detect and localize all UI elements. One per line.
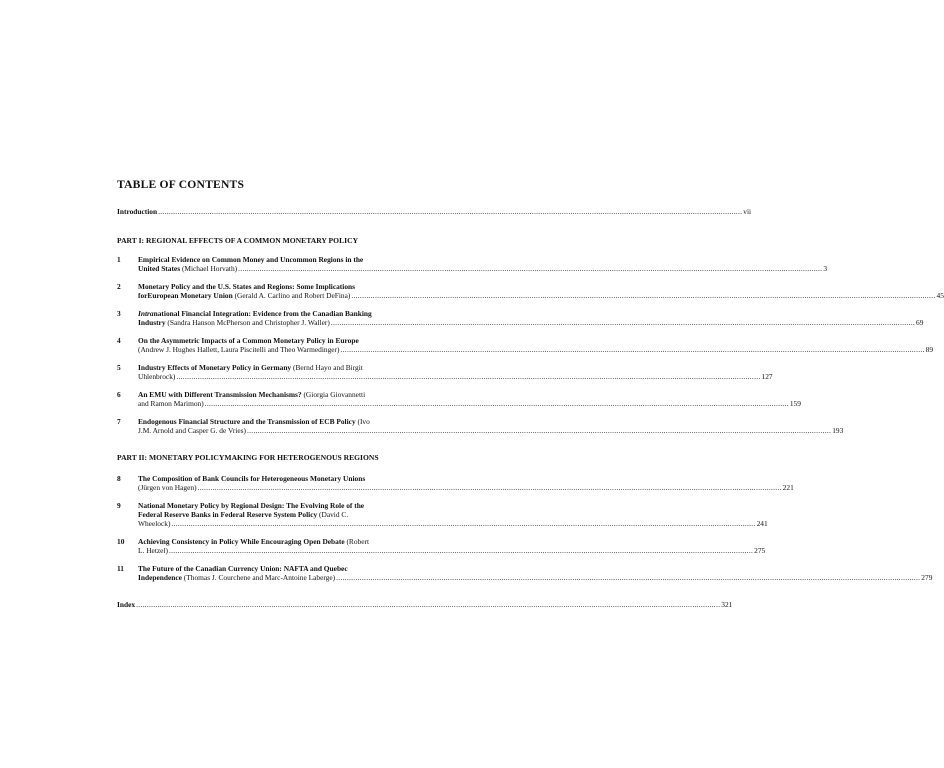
leader-dots: [247, 426, 831, 435]
introduction-label: Introduction: [117, 207, 158, 216]
toc-index: [117, 600, 733, 610]
entry-title-cont: Industry: [138, 318, 166, 328]
entry-page: 89: [925, 345, 934, 355]
index-label: Index: [117, 600, 136, 610]
entry-number: 5: [117, 363, 121, 373]
toc-entry-10: [117, 537, 766, 556]
entry-page: 45: [936, 291, 944, 301]
entry-page: 193: [832, 426, 844, 436]
toc-entry-4: [117, 336, 934, 355]
entry-authors: (Jürgen von Hagen): [138, 483, 197, 493]
entry-title: Endogenous Financial Structure and the Transmission of ECB Policy: [138, 417, 356, 427]
entry-number: 7: [117, 417, 121, 427]
toc-entry-3: [117, 309, 924, 328]
leader-dots: [176, 372, 760, 381]
entry-authors: J.M. Arnold and Casper G. de Vries): [138, 426, 247, 436]
entry-authors-start: (David C.: [317, 510, 349, 520]
entry-authors: (Michael Horvath): [180, 264, 238, 274]
entry-authors-start: (Bernd Hayo and Birgit: [291, 363, 363, 373]
entry-title: An EMU with Different Transmission Mechanisms?: [138, 390, 302, 400]
part1-heading: PART I: REGIONAL EFFECTS OF A COMMON MONETARY POLICY: [117, 236, 359, 245]
leader-dots: [341, 345, 925, 354]
entry-page: 3: [823, 264, 828, 274]
entry-number: 9: [117, 501, 121, 511]
leader-dots: [169, 546, 753, 555]
leader-dots: [198, 483, 782, 492]
entry-page: 241: [756, 519, 768, 529]
entry-authors: (Andrew J. Hughes Hallett, Laura Piscitelli and Theo Warmedinger): [138, 345, 340, 355]
entry-authors: (Gerald A. Carlino and Robert DeFina): [232, 291, 351, 301]
entry-authors: (Thomas J. Courchene and Marc-Antoine Laberge): [181, 573, 336, 583]
toc-entry-1: [117, 255, 828, 274]
entry-title-cont: forEuropean Monetary Union: [138, 291, 233, 301]
entry-title: Industry Effects of Monetary Policy in Germany: [138, 363, 292, 373]
toc-entry-9: [117, 501, 768, 529]
entry-authors-start: (Robert: [344, 537, 370, 547]
entry-title: Empirical Evidence on Common Money and Uncommon Regions in the: [138, 255, 364, 265]
entry-page: 127: [761, 372, 773, 382]
entry-number: 11: [117, 564, 124, 574]
entry-title: Achieving Consistency in Policy While Encouraging Open Debate: [138, 537, 345, 547]
index-page: 321: [721, 600, 733, 610]
leader-dots: [336, 573, 920, 582]
entry-title: Monetary Policy and the U.S. States and Regions: Some Implications: [138, 282, 355, 292]
entry-page: 279: [921, 573, 933, 583]
leader-dots: [136, 600, 720, 609]
entry-authors: L. Hetzel): [138, 546, 168, 556]
toc-entry-5: [117, 363, 773, 382]
toc-entry-11: [117, 564, 933, 583]
toc-entry-2: [117, 282, 944, 301]
entry-page: 159: [789, 399, 801, 409]
entry-number: 1: [117, 255, 121, 265]
entry-number: 4: [117, 336, 121, 346]
entry-title-cont: United States: [138, 264, 181, 274]
leader-dots: [238, 264, 822, 273]
entry-number: 2: [117, 282, 121, 292]
entry-number: 3: [117, 309, 121, 319]
entry-authors: Uhlenbrock): [138, 372, 176, 382]
entry-authors: and Ramon Marimon): [138, 399, 204, 409]
entry-authors-start: (Giorgia Giovannetti: [301, 390, 366, 400]
entry-page: 69: [916, 318, 924, 328]
toc-entry-8: [117, 474, 794, 493]
leader-dots: [171, 519, 755, 528]
entry-authors-start: (Ivo: [355, 417, 370, 427]
entry-authors: Wheelock): [138, 519, 171, 529]
entry-title-italic: Intra: [138, 309, 154, 319]
entry-title: The Future of the Canadian Currency Union: NAFTA and Quebec: [138, 564, 348, 574]
toc-entry-6: [117, 390, 801, 409]
entry-title: The Composition of Bank Councils for Heterogeneous Monetary Unions: [138, 474, 366, 484]
toc-introduction: [117, 207, 752, 216]
entry-title-cont: Independence: [138, 573, 182, 583]
entry-number: 10: [117, 537, 125, 547]
leader-dots: [351, 291, 935, 300]
leader-dots: [331, 318, 915, 327]
entry-title-cont: Federal Reserve Banks in Federal Reserve System Policy: [138, 510, 318, 520]
entry-page: 221: [782, 483, 794, 493]
toc-entry-7: [117, 417, 844, 436]
entry-title: On the Asymmetric Impacts of a Common Monetary Policy in Europe: [138, 336, 359, 346]
page-title: TABLE OF CONTENTS: [117, 178, 245, 191]
entry-authors: (Sandra Hanson McPherson and Christopher J. Waller): [165, 318, 330, 328]
leader-dots: [205, 399, 789, 408]
toc-page: [117, 178, 944, 610]
entry-number: 8: [117, 474, 121, 484]
part2-heading: PART II: MONETARY POLICYMAKING FOR HETEROGENOUS REGIONS: [117, 453, 379, 463]
leader-dots: [158, 207, 742, 216]
entry-page: 275: [754, 546, 766, 556]
entry-number: 6: [117, 390, 121, 400]
entry-title: national Financial Integration: Evidence from the Canadian Banking: [153, 309, 372, 319]
introduction-page: vii: [743, 207, 752, 216]
entry-title: National Monetary Policy by Regional Design: The Evolving Role of the: [138, 501, 365, 511]
